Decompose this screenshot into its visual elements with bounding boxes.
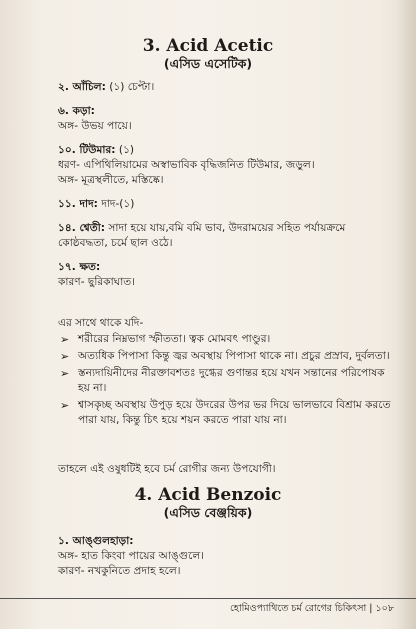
page-footer <box>0 598 416 617</box>
entry-label: ৬. কড়া: <box>58 105 95 117</box>
remedy-title-en: 4. Acid Benzoic <box>134 485 282 505</box>
entry-achil <box>58 80 388 95</box>
entry-tumor <box>58 143 388 158</box>
page-spine-shadow <box>396 0 416 629</box>
entry-text: (১) <box>115 144 135 156</box>
entry-kora <box>58 104 388 119</box>
arrow-bullet-icon: ➢ <box>60 333 70 346</box>
entry-label: ২. আঁচিল: <box>58 81 106 93</box>
remedy-title-bn: (এসিড বেঞ্জয়িক) <box>163 505 253 520</box>
remedy-title-bn: (এসিড এসেটিক) <box>163 56 253 71</box>
entry-label: ১৭. ক্ষত: <box>58 261 101 273</box>
entry-label: ১. আঙ্গুলহাড়া: <box>58 535 134 547</box>
arrow-bullet-icon: ➢ <box>60 350 70 363</box>
entry-text: সাদা হয়ে যায়,বমি বমি ভাব, উদরাময়ের সহিত পর্যায়ক্রমে <box>105 222 346 234</box>
entry-line: অঙ্গ- হাত কিংবা পায়ের আঙ্গুলে। <box>58 550 205 562</box>
entry-dad <box>58 197 388 212</box>
list-item-text: শরীরের নিম্নভাগ স্ফীততা। ত্বক মোমবৎ পাণ্ডুর। <box>78 333 271 345</box>
section-acid-acetic <box>58 80 388 290</box>
list-item <box>56 332 391 347</box>
entry-line: ধরণ- এপিথিলিয়ামের অস্বাভাবিক বৃদ্ধিজনিত টিউমার, জড়ুল। <box>58 159 315 171</box>
entry-shweti <box>58 221 388 236</box>
entry-line: কারণ- নখকুনিতে প্রদাহ হলে। <box>58 565 181 577</box>
remedy-header-acid-acetic <box>0 36 416 76</box>
entry-line: অঙ্গ- মূত্রস্থলীতে, মস্তিষ্কে। <box>58 174 164 186</box>
entry-text: (১) চেপ্টা। <box>105 81 155 93</box>
arrow-bullet-icon: ➢ <box>60 367 70 380</box>
entry-line: কারণ- ছুরিকাঘাত। <box>58 276 136 288</box>
entry-line: অঙ্গ- উভয় পায়ে। <box>58 120 132 132</box>
entry-angulhara <box>58 534 388 549</box>
intro-text: এর সাথে থাকে যদি- <box>58 317 144 329</box>
list-item <box>56 366 391 396</box>
entry-label: ১৪. শ্বেতী: <box>58 222 106 234</box>
list-item-text: শ্বাসকৃচ্ছ অবস্থায় উপুড় হয়ে উদরের উপর ভর দিয়ে ভালভাবে বিশ্রাম করতে পারা যায়, কিন্তু চিৎ হয়ে শয়ন করতে পারা যায় না। <box>78 399 391 426</box>
entry-text: দাদ-(১) <box>97 198 135 210</box>
entry-khoto <box>58 260 388 275</box>
conclusion-text: তাহলে এই ওষুধটিই হবে চর্ম রোগীর জন্য উপযোগী। <box>58 463 276 475</box>
footer-text: হোমিওপ্যাথিতে চর্ম রোগের চিকিৎসা | ১০৮ <box>230 603 394 614</box>
remedy-title-en: 3. Acid Acetic <box>142 36 274 56</box>
entry-line: কোষ্ঠবদ্ধতা, চর্মে ছাল ওঠে। <box>58 237 173 249</box>
section-acid-benzoic <box>58 534 388 579</box>
list-item <box>56 398 391 428</box>
entry-label: ১০. টিউমার: <box>58 144 116 156</box>
entry-label: ১১. দাদ: <box>58 198 98 210</box>
list-item-text: স্তন্যদায়িনীদের নীরক্তাবশতঃ দুগ্ধের গুণান্তর হয়ে যখন সন্তানের পরিপোষক হয় না। <box>78 367 385 394</box>
list-item-text: অত্যধিক পিপাসা কিন্তু জ্বর অবস্থায় পিপাসা থাকে না। প্রচুর প্রস্রাব, দুর্বলতা। <box>78 350 390 362</box>
symptom-list <box>56 332 391 430</box>
list-item <box>56 349 391 364</box>
arrow-bullet-icon: ➢ <box>60 399 70 412</box>
remedy-header-acid-benzoic <box>0 485 416 525</box>
